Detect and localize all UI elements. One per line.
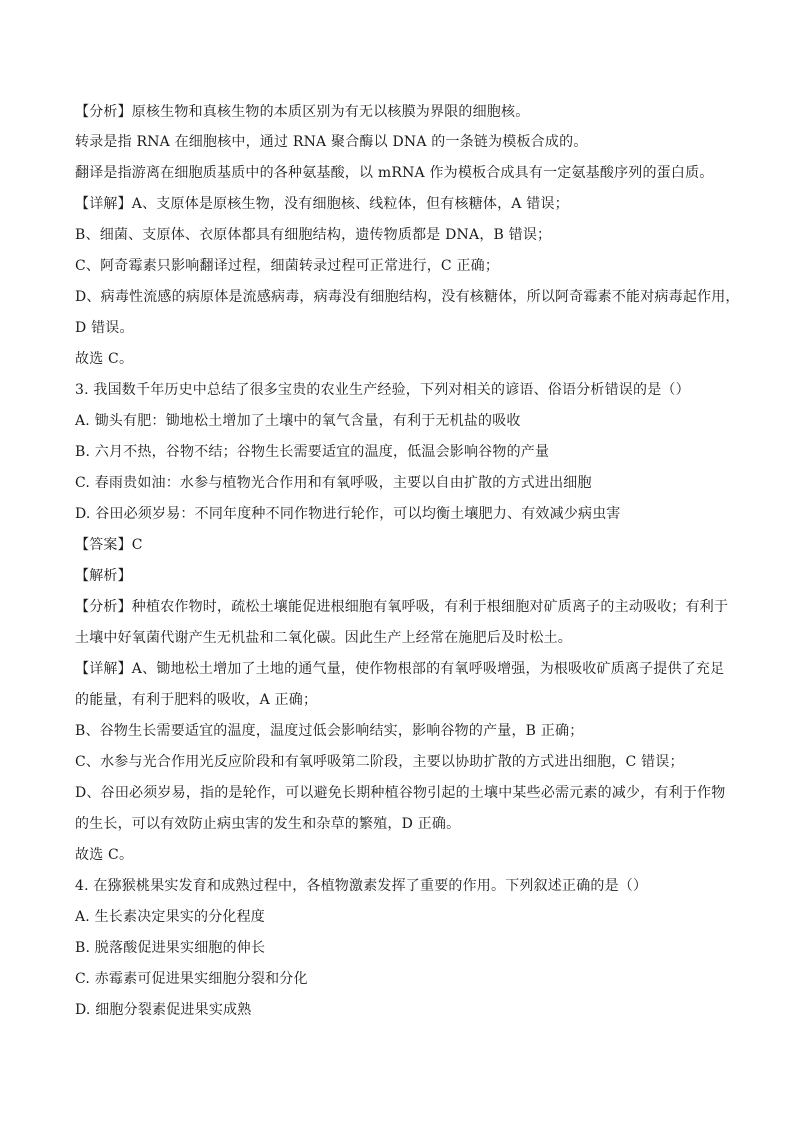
question-3-stem: 3. 我国数千年历史中总结了很多宝贵的农业生产经验，下列对相关的谚语、俗语分析错误的是（）	[75, 382, 690, 398]
analysis-line-1: 【分析】原核生物和真核生物的本质区别为有无以核膜为界限的细胞核。	[75, 104, 530, 120]
question-3-option-c: C. 春雨贵如油：水参与植物光合作用和有氧呼吸，主要以自由扩散的方式进出细胞	[75, 475, 592, 491]
detail-3-line-d-cont: 的生长，可以有效防止病虫害的发生和杂草的繁殖，D 正确。	[75, 816, 461, 832]
question-3-option-d: D. 谷田必须岁易：不同年度种不同作物进行轮作，可以均衡土壤肥力、有效减少病虫害	[75, 506, 621, 522]
question-3-option-a: A. 锄头有肥：锄地松土增加了土壤中的氧气含量，有利于无机盐的吸收	[75, 413, 521, 429]
question-4-option-d: D. 细胞分裂素促进果实成熟	[75, 1002, 252, 1018]
detail-line-d: D、病毒性流感的病原体是流感病毒，病毒没有细胞结构，没有核糖体，所以阿奇霉素不能对病毒起作用，	[75, 289, 740, 305]
explanation-heading: 【解析】	[75, 568, 132, 584]
analysis-line-3: 翻译是指游离在细胞质基质中的各种氨基酸，以 mRNA 作为模板合成具有一定氨基酸序列的蛋白质。	[75, 165, 714, 181]
detail-line-d-cont: D 错误。	[75, 320, 134, 336]
conclusion-3-line: 故选 C。	[75, 847, 134, 863]
detail-line-b: B、细菌、支原体、衣原体都具有细胞结构，遗传物质都是 DNA，B 错误；	[75, 227, 552, 243]
detail-line-a: 【详解】A、支原体是原核生物，没有细胞核、线粒体，但有核糖体，A 错误；	[75, 196, 569, 212]
question-3-option-b: B. 六月不热，谷物不结；谷物生长需要适宜的温度，低温会影响谷物的产量	[75, 444, 550, 460]
analysis-3-line-1: 【分析】种植农作物时，疏松土壤能促进根细胞有氧呼吸，有利于根细胞对矿质离子的主动吸收；有利于	[75, 599, 729, 615]
conclusion-line: 故选 C。	[75, 351, 134, 367]
detail-3-line-b: B、谷物生长需要适宜的温度，温度过低会影响结实，影响谷物的产量，B 正确；	[75, 723, 584, 739]
detail-3-line-a: 【详解】A、锄地松土增加了土地的通气量，使作物根部的有氧呼吸增强，为根吸收矿质离子提供了充足	[75, 661, 725, 677]
answer-line: 【答案】C	[75, 537, 143, 553]
question-4-stem: 4. 在猕猴桃果实发育和成熟过程中，各植物激素发挥了重要的作用。下列叙述正确的是（）	[75, 878, 648, 894]
detail-line-c: C、阿奇霉素只影响翻译过程，细菌转录过程可正常进行，C 正确；	[75, 258, 500, 274]
detail-3-line-c: C、水参与光合作用光反应阶段和有氧呼吸第二阶段，主要以协助扩散的方式进出细胞，C 错误；	[75, 754, 684, 770]
question-4-option-a: A. 生长素决定果实的分化程度	[75, 909, 266, 925]
detail-3-line-d: D、谷田必须岁易，指的是轮作，可以避免长期种植谷物引起的土壤中某些必需元素的减少，有利于作物	[75, 785, 726, 801]
analysis-line-2: 转录是指 RNA 在细胞核中，通过 RNA 聚合酶以 DNA 的一条链为模板合成的。	[75, 134, 588, 150]
analysis-3-line-2: 土壤中好氧菌代谢产生无机盐和二氧化碳。因此生产上经常在施肥后及时松土。	[75, 630, 572, 646]
question-4-option-c: C. 赤霉素可促进果实细胞分裂和分化	[75, 971, 308, 987]
question-4-option-b: B. 脱落酸促进果实细胞的伸长	[75, 940, 266, 956]
detail-3-line-a-cont: 的能量，有利于肥料的吸收，A 正确；	[75, 692, 318, 708]
